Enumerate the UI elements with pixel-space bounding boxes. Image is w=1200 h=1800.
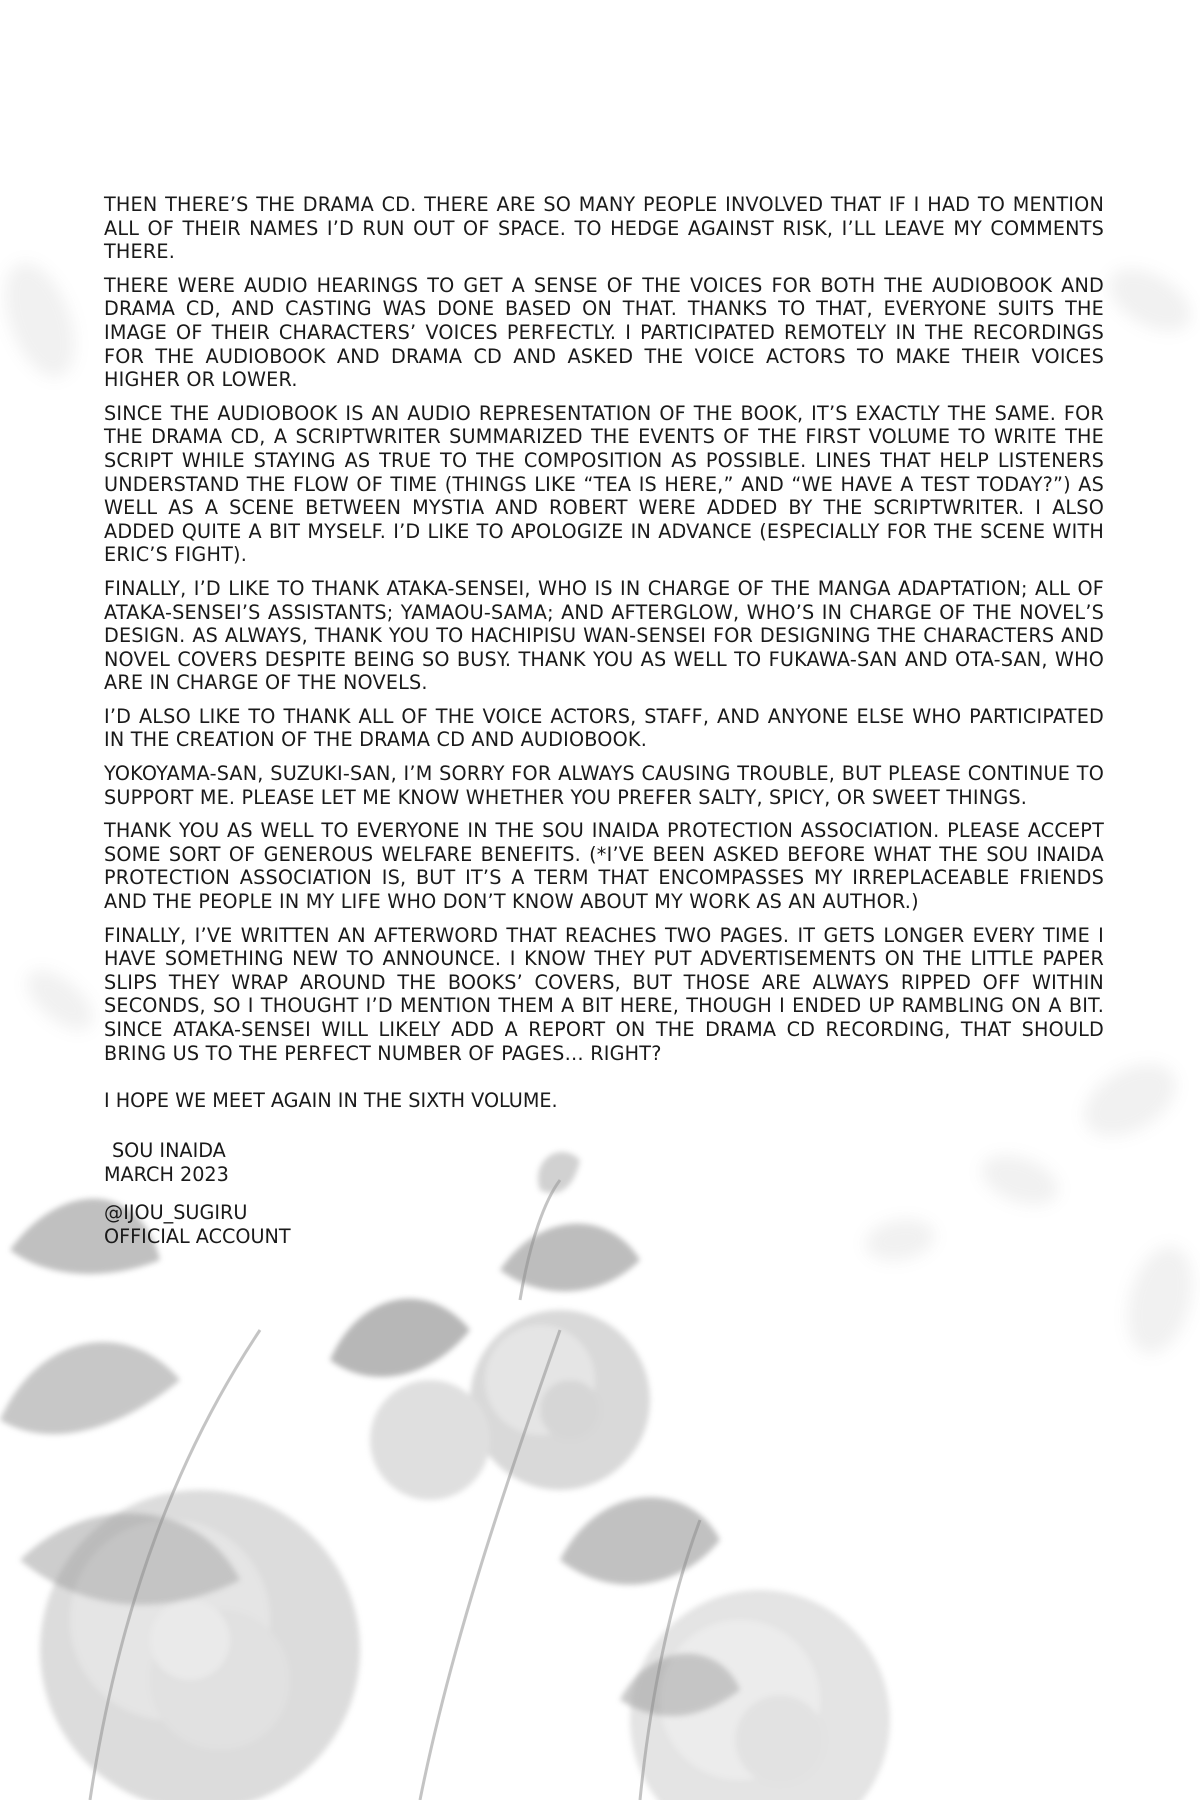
afterword-text (104, 193, 1104, 1263)
closing-line: I HOPE WE MEET AGAIN IN THE SIXTH VOLUME. (104, 1089, 558, 1113)
paragraph-drama-cd: THEN THERE’S THE DRAMA CD. THERE ARE SO MANY PEOPLE INVOLVED THAT IF I HAD TO MENTION ALL OF THEIR NAMES I’D RUN OUT OF SPACE. TO HEDGE AGAINST RISK, I’LL LEAVE MY COMMENTS THERE. (104, 193, 1104, 264)
paragraph-two-pages: FINALLY, I’VE WRITTEN AN AFTERWORD THAT REACHES TWO PAGES. IT GETS LONGER EVERY TIME I HAVE SOMETHING NEW TO ANNOUNCE. I KNOW THEY PUT ADVERTISEMENTS ON THE LITTLE PAPER SLIPS THEY WRAP AROUND THE BOOKS’ COVERS, BUT THOSE ARE ALWAYS RIPPED OFF WITHIN SECONDS, SO I THOUGHT I’D MENTION THEM A BIT HERE, THOUGH I ENDED UP RAMBLING ON A BIT. SINCE ATAKA-SENSEI WILL LIKELY ADD A REPORT ON THE DRAMA CD RECORDING, THAT SHOULD BRING US TO THE PERFECT NUMBER OF PAGES… RIGHT? (104, 923, 1104, 1065)
paragraph-thanks-manga: FINALLY, I’D LIKE TO THANK ATAKA-SENSEI, WHO IS IN CHARGE OF THE MANGA ADAPTATION; ALL OF ATAKA-SENSEI’S ASSISTANTS; YAMAOU-SAMA; AND AFTERGLOW, WHO’S IN CHARGE OF THE NOVEL’S DESIGN. AS ALWAYS, THANK YOU TO HACHIPISU WAN-SENSEI FOR DESIGNING THE CHARACTERS AND NOVEL COVERS DESPITE BEING SO BUSY. THANK YOU AS WELL TO FUKAWA-SAN AND OTA-SAN, WHO ARE IN CHARGE OF THE NOVELS. (104, 576, 1104, 695)
author-name: SOU INAIDA (112, 1138, 226, 1162)
social-account (104, 1201, 1104, 1249)
paragraph-audio-hearings: THERE WERE AUDIO HEARINGS TO GET A SENSE OF THE VOICES FOR BOTH THE AUDIOBOOK AND DRAMA CD, AND CASTING WAS DONE BASED ON THAT. THANKS TO THAT, EVERYONE SUITS THE IMAGE OF THEIR CHARACTERS’ VOICES PERFECTLY. I PARTICIPATED REMOTELY IN THE RECORDINGS FOR THE AUDIOBOOK AND DRAMA CD AND ASKED THE VOICE ACTORS TO MAKE THEIR VOICES HIGHER OR LOWER. (104, 273, 1104, 392)
signature-date: MARCH 2023 (104, 1162, 229, 1186)
paragraph-audiobook: SINCE THE AUDIOBOOK IS AN AUDIO REPRESENTATION OF THE BOOK, IT’S EXACTLY THE SAME. FOR THE DRAMA CD, A SCRIPTWRITER SUMMARIZED THE EVENTS OF THE FIRST VOLUME TO WRITE THE SCRIPT WHILE STAYING AS TRUE TO THE COMPOSITION AS POSSIBLE. LINES THAT HELP LISTENERS UNDERSTAND THE FLOW OF TIME (THINGS LIKE “TEA IS HERE,” AND “WE HAVE A TEST TODAY?”) AS WELL AS A SCENE BETWEEN MYSTIA AND ROBERT WERE ADDED BY THE SCRIPTWRITER. I ALSO ADDED QUITE A BIT MYSELF. I’D LIKE TO APOLOGIZE IN ADVANCE (ESPECIALLY FOR THE SCENE WITH ERIC’S FIGHT). (104, 401, 1104, 567)
social-handle: @IJOU_SUGIRU (104, 1200, 248, 1224)
paragraph-thanks-voice-actors: I’D ALSO LIKE TO THANK ALL OF THE VOICE ACTORS, STAFF, AND ANYONE ELSE WHO PARTICIPATED IN THE CREATION OF THE DRAMA CD AND AUDIOBOOK. (104, 704, 1104, 752)
official-account-label: OFFICIAL ACCOUNT (104, 1224, 291, 1248)
signature (104, 1139, 1104, 1187)
paragraph-editors: YOKOYAMA-SAN, SUZUKI-SAN, I’M SORRY FOR ALWAYS CAUSING TROUBLE, BUT PLEASE CONTINUE TO SUPPORT ME. PLEASE LET ME KNOW WHETHER YOU PREFER SALTY, SPICY, OR SWEET THINGS. (104, 762, 1104, 809)
paragraph-protection-association: THANK YOU AS WELL TO EVERYONE IN THE SOU INAIDA PROTECTION ASSOCIATION. PLEASE ACCEPT SOME SORT OF GENEROUS WELFARE BENEFITS. (*I’VE BEEN ASKED BEFORE WHAT THE SOU INAIDA PROTECTION ASSOCIATION IS, BUT IT’S A TERM THAT ENCOMPASSES MY IRREPLACEABLE FRIENDS AND THE PEOPLE IN MY LIFE WHO DON’T KNOW ABOUT MY WORK AS AN AUTHOR.) (104, 819, 1104, 914)
